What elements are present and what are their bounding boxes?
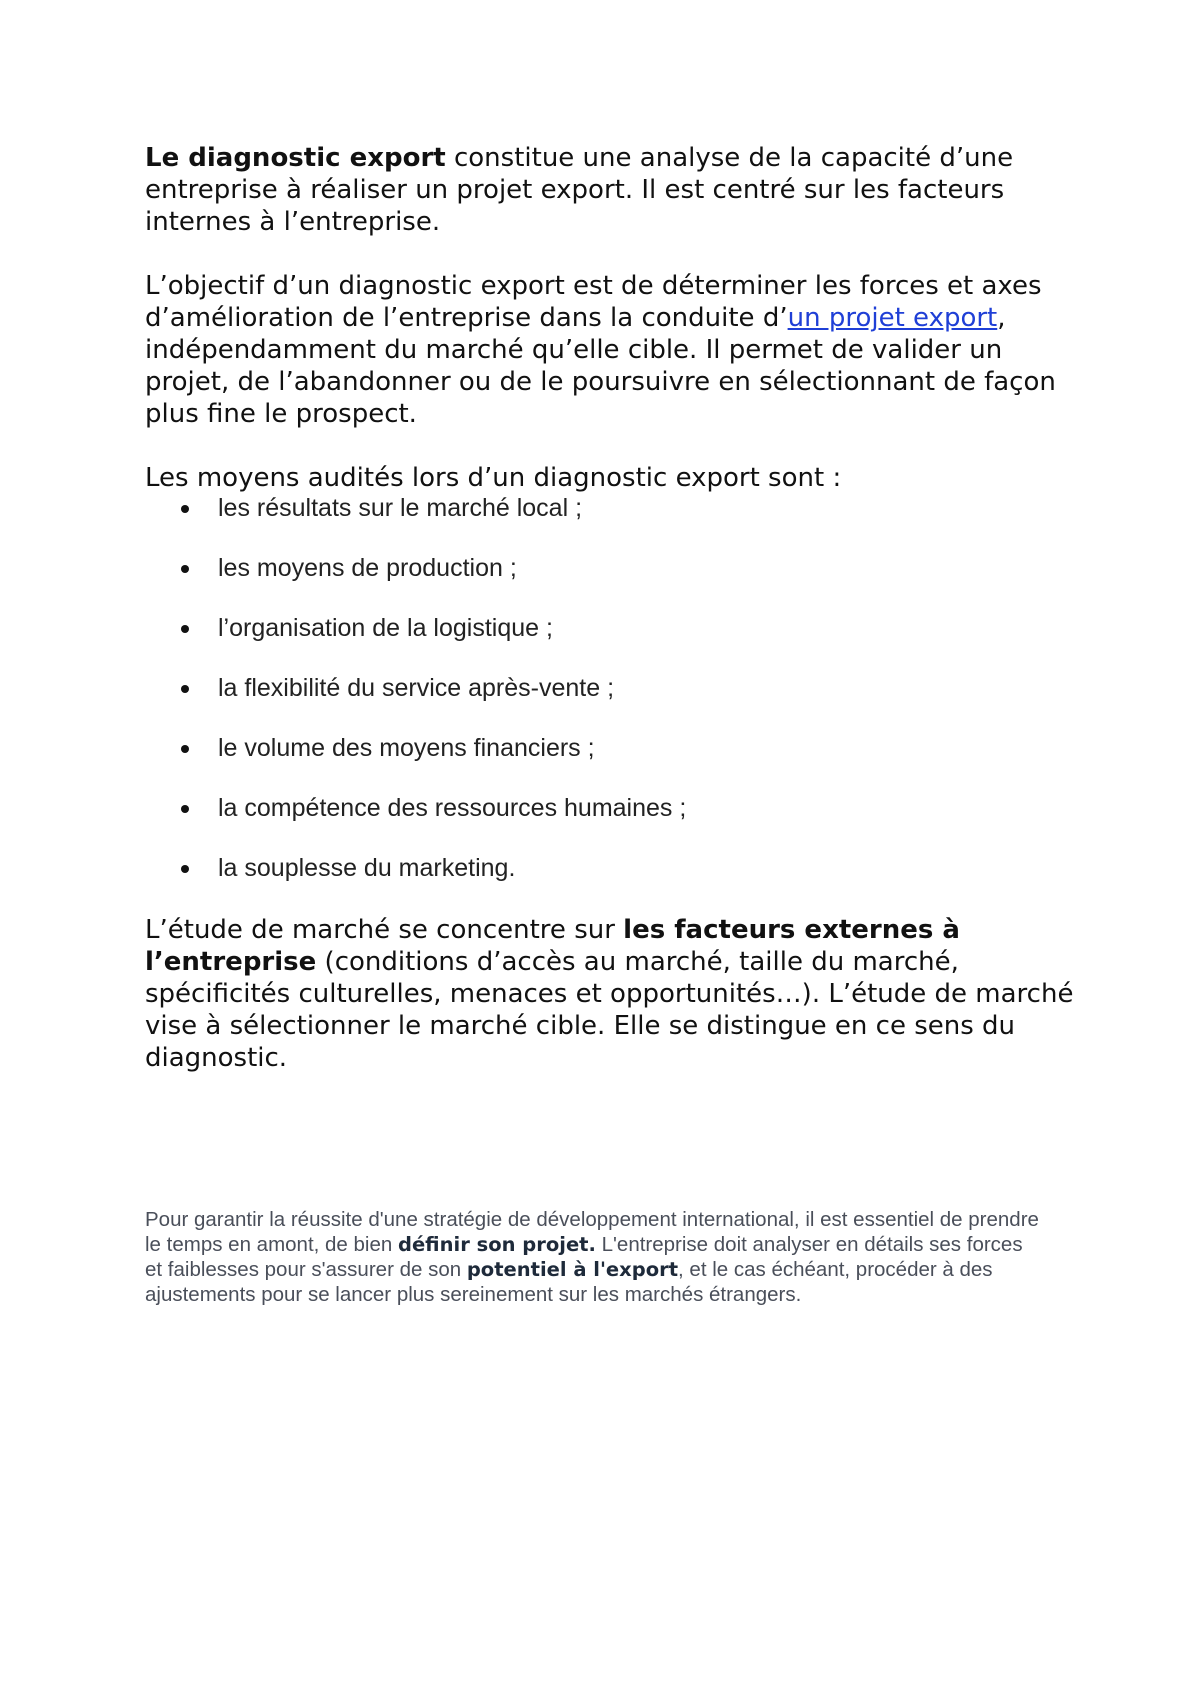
intro-strong: Le diagnostic export <box>145 143 446 173</box>
list-item <box>145 672 1045 732</box>
means-heading: Les moyens audités lors d’un diagnostic export sont : <box>145 463 842 493</box>
projet-export-link[interactable]: un projet export <box>787 303 998 333</box>
footer-text-2: L'entreprise doit analyser en détails ses forces et faiblesses pour s'assurer de son <box>145 1233 1023 1281</box>
bullet-icon <box>181 745 189 753</box>
list-item <box>145 852 1045 912</box>
bullet-icon <box>181 505 189 513</box>
bullet-icon <box>181 565 189 573</box>
market-study-strong: les facteurs externes à l’entreprise <box>145 915 960 977</box>
list-item-text: la compétence des ressources humaines ; <box>218 794 687 822</box>
market-study-text-after: (conditions d’accès au marché, taille du marché, spécificités culturelles, menaces et opportunités…). L’étude de marché vise à sélectionner le marché cible. Elle se distingue en ce sens du diagnostic. <box>145 947 1074 1073</box>
bullet-icon <box>181 805 189 813</box>
footer-strong-2: potentiel à l'export <box>466 1258 679 1281</box>
footer-paragraph <box>145 1207 1045 1307</box>
list-item-text: la flexibilité du service après-vente ; <box>218 674 615 702</box>
list-item <box>145 552 1045 612</box>
footer-text-3: , et le cas échéant, procéder à des ajustements pour se lancer plus sereinement sur les marchés étrangers. <box>145 1258 993 1306</box>
list-item <box>145 612 1045 672</box>
market-study-paragraph <box>145 914 1075 1074</box>
list-item-text: le volume des moyens financiers ; <box>218 734 595 762</box>
bullet-icon <box>181 625 189 633</box>
list-item-text: les moyens de production ; <box>218 554 517 582</box>
means-list <box>145 492 1045 912</box>
bullet-icon <box>181 685 189 693</box>
list-item <box>145 492 1045 552</box>
objective-paragraph <box>145 270 1075 430</box>
list-item-text: les résultats sur le marché local ; <box>218 494 583 522</box>
list-item <box>145 732 1045 792</box>
list-item-text: la souplesse du marketing. <box>218 854 516 882</box>
objective-text-before: L’objectif d’un diagnostic export est de déterminer les forces et axes d’amélioration de l’entreprise dans la conduite d’ <box>145 271 1042 333</box>
objective-text-after: , indépendamment du marché qu’elle cible. Il permet de valider un projet, de l’abandonner ou de le poursuivre en sélectionnant de façon plus fine le prospect. <box>145 303 1056 429</box>
intro-paragraph <box>145 142 1075 238</box>
intro-text: constitue une analyse de la capacité d’une entreprise à réaliser un projet export. Il est centré sur les facteurs internes à l’entreprise. <box>145 143 1014 237</box>
list-item <box>145 792 1045 852</box>
footer-strong-1: définir son projet. <box>398 1233 596 1256</box>
bullet-icon <box>181 865 189 873</box>
list-item-text: l’organisation de la logistique ; <box>218 614 553 642</box>
market-study-text-before: L’étude de marché se concentre sur <box>145 915 624 945</box>
footer-text-1: Pour garantir la réussite d'une stratégie de développement international, il est essentiel de prendre le temps en amont, de bien <box>145 1208 1039 1256</box>
